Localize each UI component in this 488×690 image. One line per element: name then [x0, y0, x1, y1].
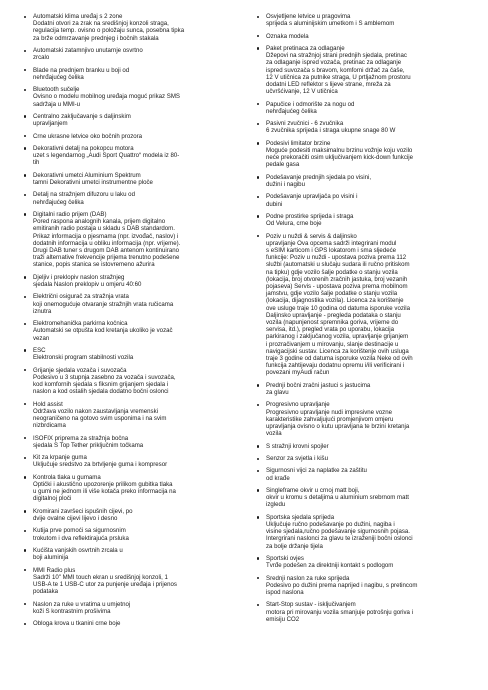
equipment-item-description: Moguće podesiti maksimalnu brzinu vožnje koju vozilo	[266, 146, 413, 154]
equipment-item-title: Sigurnosni vijci za naplatke za zaštitu	[266, 467, 367, 475]
equipment-item-title: Start-Stop sustav - isključivanjem	[266, 601, 356, 609]
equipment-item-title: Oznaka modela	[266, 32, 309, 40]
equipment-item	[257, 33, 464, 40]
bullet-icon	[24, 147, 26, 149]
equipment-item-description: kod komfornih sjedala s fiksnim grijanjem sjedala i	[33, 380, 169, 388]
equipment-item-description: ove usluge traje 10 godina od datuma isporuke vozila	[266, 304, 410, 312]
equipment-item	[24, 601, 224, 615]
equipment-item-description: dodatni LED reflektor s lijeve strane, mreža za	[266, 81, 391, 88]
equipment-item-description: za glavu	[266, 389, 289, 397]
equipment-item-description: službi (automatski u slučaju sudara ili ručno pritiskom	[266, 261, 410, 269]
equipment-item-description: upravljanje Ova opcema sadrži integrirani modul	[266, 239, 397, 247]
equipment-item-description: funkcije: Poziv u nuždi - upostava poziva prema 112	[266, 254, 407, 262]
equipment-item	[257, 233, 464, 377]
bullet-icon	[257, 16, 259, 18]
bullet-icon	[24, 476, 26, 478]
equipment-item	[257, 193, 464, 207]
equipment-item-title: Djeljiv i preklopiv naslon stražnjeg	[33, 273, 125, 281]
equipment-item-description: upravljanja ovisno o kutu upravljana te brzini kretanja	[266, 423, 410, 431]
equipment-item	[24, 320, 224, 342]
equipment-item	[24, 508, 224, 522]
equipment-item-description: Tvrđe podešen za direktniji kontakt s podlogom	[266, 562, 394, 570]
bullet-icon	[24, 174, 26, 176]
equipment-item-description: ispod naslona	[266, 588, 304, 596]
equipment-item-description: vozila	[266, 430, 282, 438]
equipment-item-description: emisiju CO2	[266, 615, 300, 623]
equipment-item	[24, 547, 224, 561]
bullet-icon	[24, 50, 26, 52]
equipment-item	[257, 455, 464, 462]
equipment-item-description: zrcalo	[33, 54, 50, 62]
equipment-item-title: Električni osigurač za stražnja vrata	[33, 293, 129, 301]
equipment-item-description: Uključuje sredstvo za brtvljenje guma i kompresor	[33, 461, 168, 469]
equipment-item-description: sadržaja u MMI-u	[33, 100, 81, 108]
equipment-item	[257, 140, 464, 169]
equipment-item-description: vozila (napunjenost spremnika goriva, vrijeme do	[266, 319, 399, 326]
equipment-item	[24, 474, 224, 503]
equipment-item-description: upravljanjem	[33, 120, 68, 128]
bullet-icon	[257, 235, 259, 237]
bullet-icon	[24, 603, 26, 605]
bullet-icon	[257, 47, 259, 49]
equipment-item	[257, 382, 464, 396]
equipment-item-title: Srednji naslon za ruke sprijeda	[266, 574, 350, 582]
bullet-icon	[24, 213, 26, 215]
equipment-item	[24, 47, 224, 61]
equipment-item	[24, 67, 224, 81]
equipment-item	[24, 211, 224, 269]
bullet-icon	[24, 323, 26, 325]
bullet-icon	[257, 516, 259, 518]
equipment-item-description: dvije ovalne cijevi lijevo i desno	[33, 514, 118, 522]
equipment-item-description: naslon a kod ostalih sjedala dodatno bočni oslonci	[33, 388, 169, 396]
equipment-item	[24, 293, 224, 315]
equipment-item-description: koži S kontrastnim prošivima	[33, 607, 111, 615]
bullet-icon	[24, 569, 26, 571]
equipment-item-title: Poziv u nuždi & servis & daljinsko	[266, 232, 357, 240]
equipment-item-description: pedale gasa	[266, 161, 300, 169]
equipment-item-title: Centralno zaključavanje s daljinskim	[33, 112, 131, 120]
equipment-item-title: Paket pretinaca za odlaganje	[266, 44, 345, 52]
bullet-icon	[24, 403, 26, 405]
equipment-item	[24, 454, 224, 468]
equipment-item-description: Drugi DAB tuner s drugom DAB antenom kontinuirano	[33, 246, 179, 254]
equipment-item-description: Intergrirani naslonci za glavu te izraženiji bočni oslonci	[266, 535, 413, 543]
equipment-item-description: visine sjedala,ručno podešavanje sigurnosnih pojasa.	[266, 528, 410, 536]
equipment-item	[24, 401, 224, 430]
equipment-item-title: Hold assist	[33, 400, 63, 408]
equipment-item-title: Senzor za svjetla i kišu	[266, 455, 328, 462]
equipment-item-description: uzet s legendarnog „Audi Sport Quattro“ modela iz 80-	[33, 152, 180, 160]
equipment-item-title: Digitalni radio prijem (DAB)	[33, 210, 107, 218]
equipment-item-description: parkiranog i zaključanog vozila, upravljanje grijanjem	[266, 333, 409, 341]
bullet-icon	[24, 115, 26, 117]
bullet-icon	[24, 89, 26, 91]
equipment-item	[257, 487, 464, 509]
equipment-item-description: Progresivno upravljanje nudi impresivne vozne	[266, 408, 393, 416]
equipment-item	[24, 113, 224, 127]
equipment-item-description: 12 V utičnica za putnike straga, U prtljažnom prostoru	[266, 73, 411, 81]
bullet-icon	[257, 445, 259, 447]
equipment-item-description: nizbrdicama	[33, 422, 66, 430]
equipment-item-description: boji aluminija	[33, 554, 69, 562]
equipment-item-description: neće prekoračiti osim uključivanjem kick-down funkcije	[266, 154, 413, 162]
equipment-item-title: S stražnji krovni spojler	[266, 442, 329, 450]
bullet-icon	[257, 384, 259, 386]
equipment-item-description: Podesivo u 3 stupnja zasebno za vozača i suvozača,	[33, 373, 176, 381]
equipment-item-description: trokutom i dva reflektirajuća prsluka	[33, 534, 129, 542]
equipment-item-title: Podesivi limitator brzine	[266, 139, 331, 147]
equipment-item	[24, 435, 224, 449]
bullet-icon	[257, 196, 259, 198]
bullet-icon	[24, 549, 26, 551]
bullet-icon	[257, 470, 259, 472]
bullet-icon	[257, 404, 259, 406]
equipment-item	[257, 467, 464, 481]
equipment-item-description: iznutra	[33, 307, 52, 315]
equipment-item-title: Prednji bočni zračni jastuci s jastucima	[266, 381, 371, 389]
equipment-item-title: Sportski ovjes	[266, 554, 304, 562]
equipment-item	[257, 401, 464, 437]
equipment-item-description: funkcija zahtijevaju dodatnu opremu i/ili verificirani i	[266, 362, 405, 370]
bullet-icon	[257, 489, 259, 491]
equipment-item-description: s eSIM karticom i GPS lokatorom i sma sljedeće	[266, 246, 397, 254]
equipment-item-title: Sportska sjedala sprijeda	[266, 513, 335, 521]
equipment-item-description: sjedala S Top Tether priključnim točkama	[33, 441, 144, 449]
equipment-item-description: koji onemogućuje otvaranje stražnjih vrata ručicama	[33, 300, 174, 308]
equipment-item-description: traži alternative frekvencije prijema trenutno podešene	[33, 254, 180, 262]
equipment-item-description: tih	[33, 159, 40, 167]
bullet-icon	[257, 103, 259, 105]
equipment-item	[257, 13, 464, 27]
equipment-item-description: za brže odmrzavanje prednjeg i bočnih stakala	[33, 34, 159, 42]
equipment-item-title: Kit za krpanje guma	[33, 454, 87, 462]
bullet-icon	[24, 437, 26, 439]
equipment-item-description: ispred suvozača s bravom, komforni držač za čaše,	[266, 66, 405, 74]
bullet-icon	[24, 510, 26, 512]
equipment-item	[257, 120, 464, 134]
equipment-item-title: ISOFIX priprema za stražnja bočna	[33, 434, 129, 442]
equipment-item-title: Dekorativni umetci Aluminium Spektrum	[33, 171, 141, 179]
bullet-icon	[24, 276, 26, 278]
equipment-item	[24, 347, 224, 361]
equipment-item-description: 6 zvučnika sprijeda i straga ukupne snage 80 W	[266, 127, 396, 135]
equipment-item-description: od krađe	[266, 474, 290, 482]
equipment-item	[24, 567, 224, 596]
equipment-item-description: Ovisno o modelu mobilnog uređaja moguć prikaz SMS	[33, 93, 180, 101]
equipment-item	[24, 133, 224, 140]
equipment-item-title: Blade na prednjem branku u boji od	[33, 66, 130, 74]
equipment-item-description: izgledu	[266, 501, 286, 509]
equipment-item	[257, 174, 464, 188]
equipment-item-description: pojaseva) Servis - upostava poziva prema mobilnom	[266, 282, 408, 290]
equipment-item-description: nehrđajućeg čelika	[33, 73, 84, 81]
equipment-item-description: Sadrži 10" MMI touch ekran u središnjoj konzoli, 1	[33, 573, 168, 581]
bullet-icon	[24, 296, 26, 298]
equipment-item-title: MMI Radio plus	[33, 566, 76, 574]
bullet-icon	[257, 142, 259, 144]
equipment-item-description: dužini i nagibu	[266, 180, 305, 188]
equipment-item-description: USB-A te 1 USB-C utor za punjenje uređaja i prijenos	[33, 580, 177, 588]
equipment-item-description: nehrđajućeg čelika	[33, 198, 84, 206]
bullet-icon	[257, 458, 259, 460]
bullet-icon	[257, 176, 259, 178]
equipment-item-description: za bolje držanje tijela	[266, 542, 323, 550]
equipment-item-description: Dodatni otvori za zrak na središnjoj konzoli straga,	[33, 20, 169, 28]
equipment-item-title: Dekorativni detalj na pokopcu motora	[33, 144, 134, 152]
equipment-item	[257, 601, 464, 623]
equipment-item-description: Od Velura, crne boje	[266, 220, 322, 228]
equipment-item-description: Održava vozilo nakon zaustavljanja vremenski	[33, 407, 158, 415]
bullet-icon	[257, 35, 259, 37]
equipment-item	[257, 443, 464, 450]
equipment-item	[24, 367, 224, 396]
equipment-item-title: Podešavanje upravljača po visini i	[266, 193, 358, 201]
equipment-item-description: karakteristike zahvaljujući promjenjivom omjeru	[266, 415, 394, 423]
equipment-item-title: Progresivno upravljanje	[266, 401, 330, 409]
equipment-item-description: dodatnih informacija u obliku informacija (npr. vrijeme).	[33, 239, 181, 247]
equipment-item	[24, 620, 224, 627]
equipment-item	[24, 191, 224, 205]
bullet-icon	[24, 623, 26, 625]
equipment-item-description: podataka	[33, 588, 59, 596]
equipment-item-title: Obloga krova u tkanini crne boje	[33, 620, 121, 628]
equipment-item-title: Automatski zatamnjivo unutarnje osvrtno	[33, 47, 143, 54]
equipment-item-description: (lokacija, broj otvorenih zračnih jastuka, broj vezanih	[266, 275, 408, 283]
equipment-item	[257, 101, 464, 115]
equipment-item-description: Pored raspona analognih kanala, prijem digitalno	[33, 218, 166, 226]
equipment-list-left	[24, 13, 224, 627]
equipment-item-description: navigacijski sustav. Licenca za korištenje ovih usluga	[266, 347, 409, 355]
equipment-item	[257, 514, 464, 550]
equipment-item	[257, 555, 464, 569]
equipment-item-title: ESC	[33, 346, 46, 354]
equipment-item-description: neograničeno na gotovo svim usponima i na svim	[33, 414, 167, 422]
equipment-item-description: regulacija temp. ovisno o položaju sunca, posebna tipka	[33, 27, 185, 35]
equipment-item-description: Optički i akustično upozorenje prilikom gubitka tlaka	[33, 480, 173, 488]
equipment-item-description: motora pri mirovanju vozila smanjuje potrošnju goriva i	[266, 608, 413, 616]
equipment-item-description: Prikaz informacija o pjesmama (npr. izvođač, naslov) i	[33, 232, 179, 240]
equipment-item-title: Papučice i odmorište za nogu od	[266, 100, 355, 108]
equipment-item-title: Kontrola tlaka u gumama	[33, 473, 101, 481]
equipment-item-description: Uključuje ručno podešavanje po dužini, nagiba i	[266, 520, 395, 528]
equipment-item	[24, 527, 224, 541]
bullet-icon	[257, 215, 259, 217]
equipment-column-left	[24, 13, 224, 633]
equipment-item-title: Pasivni zvučnici - 6 zvučnika	[266, 120, 344, 128]
equipment-item-description: traje 3 godine od datuma isporuke vozila Neke od ovih	[266, 355, 413, 363]
equipment-item-description: Džepovi na stražnjoj strani prednjih sjedala, pretinac	[266, 52, 407, 60]
equipment-item-description: jamstvu, gdje vozilo šalje podatke o stanju vozila	[266, 290, 398, 298]
bullet-icon	[257, 557, 259, 559]
equipment-list-right	[257, 13, 464, 623]
bullet-icon	[24, 16, 26, 18]
equipment-item-title: Automatski klima uređaj s 2 zone	[33, 13, 123, 20]
equipment-item-description: servisa, itd.), pregled vrata po uporabu, lokacija	[266, 326, 395, 334]
equipment-item	[257, 213, 464, 227]
equipment-item-title: Singleframe okvir u crnoj matt boji,	[266, 486, 360, 494]
equipment-item-title: Osvjetljene letvice u pragovima	[266, 13, 351, 20]
equipment-item-description: učvršćivanje, 12 V utičnica	[266, 88, 338, 96]
bullet-icon	[257, 577, 259, 579]
equipment-item-title: Crne ukrasne letvice oko bočnih prozora	[33, 132, 143, 140]
bullet-icon	[24, 457, 26, 459]
equipment-item-description: i prozračivanjem u mirovanju, slanje destinacije u	[266, 340, 399, 348]
equipment-item-title: Kutija prve pomoći sa sigurnosnim	[33, 527, 126, 535]
equipment-item-description: vezan	[33, 334, 50, 342]
equipment-item-description: u gumi ne jednom ili više kotača preko informacija na	[33, 488, 176, 496]
bullet-icon	[257, 123, 259, 125]
equipment-item-description: za odlaganje ispred vozača, pretinac za odlaganje	[266, 59, 402, 67]
bullet-icon	[24, 194, 26, 196]
equipment-item-description: Daljinsko upravljanje - pregleda podataka o stanju	[266, 311, 401, 319]
equipment-item-description: digitalnoj ploči	[33, 495, 72, 503]
equipment-item	[24, 145, 224, 167]
equipment-item-title: Podne prostirke sprijeda i straga	[266, 212, 354, 220]
equipment-item-description: tamni Dekorativni umetci instrumentne ploče	[33, 178, 153, 186]
equipment-item-title: Kućišta vanjskih osvrtnih zrcala u	[33, 546, 123, 554]
equipment-item-description: sjedala Naslon preklopiv u omjeru 40:60	[33, 280, 142, 288]
equipment-item-description: dubini	[266, 200, 283, 208]
equipment-item-description: okvir u kromu s detaljima u aluminium srebrnom matt	[266, 494, 409, 502]
equipment-item	[24, 172, 224, 186]
bullet-icon	[24, 349, 26, 351]
equipment-item-description: stanice, popis stanica se istovremeno ažurira	[33, 261, 155, 269]
equipment-item	[24, 86, 224, 108]
equipment-item	[257, 45, 464, 95]
equipment-column-right	[257, 13, 464, 628]
equipment-item-title: Bluetooth sučelje	[33, 86, 80, 94]
equipment-item-title: Detalj na stražnjem difuzoru u laku od	[33, 191, 135, 199]
equipment-item-description: povezani myAudi račun	[266, 369, 330, 377]
equipment-item	[24, 13, 224, 42]
equipment-item-title: Podešavanje prednjih sjedala po visini,	[266, 173, 372, 181]
equipment-item-title: Grijanje sjedala vozača i suvozača	[33, 366, 127, 374]
equipment-item-description: sprijeda s aluminijskim umetkom i S amblemom	[266, 20, 395, 28]
equipment-item-description: Automatski se otpušta kod kretanja ukoliko je vozač	[33, 327, 173, 335]
equipment-item	[257, 575, 464, 597]
equipment-item-title: Naslon za ruke u vratima u umjetnoj	[33, 600, 131, 608]
equipment-item-description: emitiranih radio postaja u skladu s DAB standardom.	[33, 225, 175, 233]
equipment-item	[24, 274, 224, 288]
equipment-item-title: Elektromehanička parkirna kočnica	[33, 320, 128, 328]
equipment-item-description: Elektronski program stabilnosti vozila	[33, 354, 134, 362]
bullet-icon	[24, 135, 26, 137]
equipment-item-description: Podesivo po dužini prema naprijed i nagibu, s pretincom	[266, 581, 418, 589]
equipment-item-description: nehrđajućeg čelika	[266, 107, 317, 115]
equipment-item-description: (lokacija, dijagnostika vozila). Licenca za korištenje	[266, 297, 404, 305]
equipment-item-description: na tipku) gdje vozilo šalje podatke o stanju vozila	[266, 268, 398, 276]
bullet-icon	[24, 530, 26, 532]
bullet-icon	[257, 604, 259, 606]
equipment-item-title: Kromirani završeci ispušnih cijevi, po	[33, 507, 133, 515]
bullet-icon	[24, 369, 26, 371]
bullet-icon	[24, 69, 26, 71]
